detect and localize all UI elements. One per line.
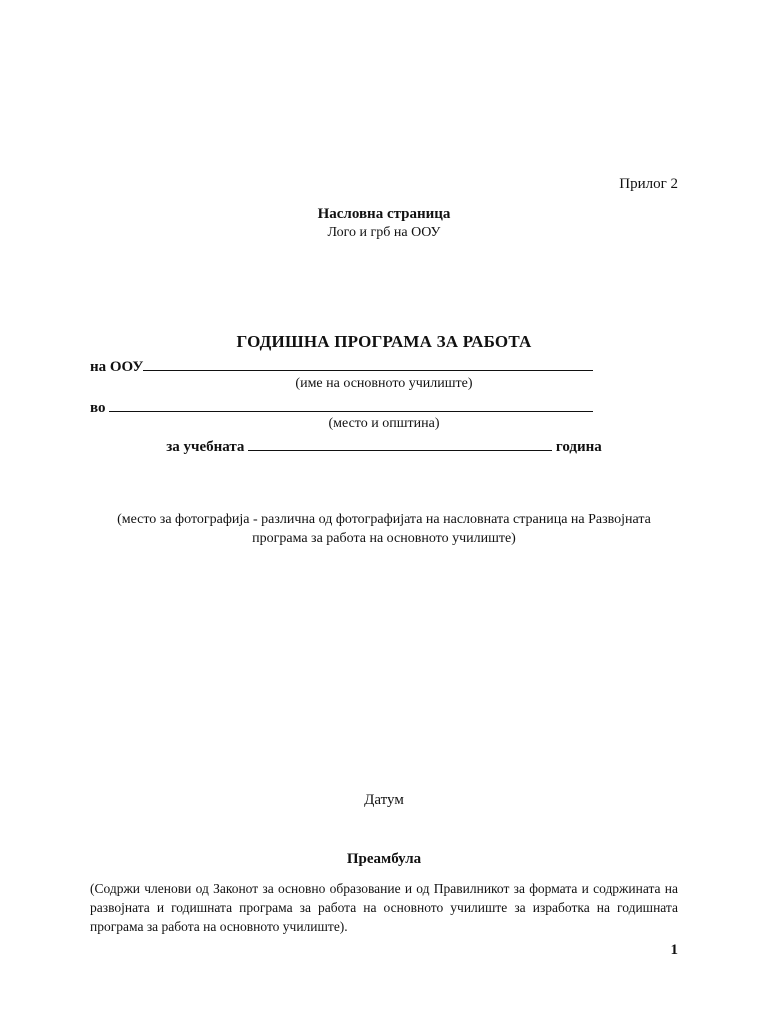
year-suffix: година (555, 439, 602, 455)
place-blank-line (109, 397, 593, 412)
date-label: Датум (364, 792, 404, 808)
year-prefix: за учебната (166, 439, 245, 455)
preamble-heading: Преамбула (346, 851, 422, 867)
school-caption: (име на основното училиште) (295, 376, 473, 391)
photo-placeholder-note: (место за фотографија - различна од фотографијата на насловната страница на Развојната програма за работа на основното училиште) (117, 512, 651, 546)
year-blank-line (248, 436, 552, 451)
school-blank-line (143, 356, 593, 371)
place-line (90, 397, 593, 417)
school-line (90, 356, 593, 376)
page-number: 1 (670, 942, 678, 958)
annex-label: Прилог 2 (619, 176, 678, 192)
title-page-heading: Насловна страница (317, 206, 451, 222)
place-caption: (место и општина) (328, 416, 440, 431)
school-year-line (0, 436, 768, 456)
school-prefix: на ООУ (90, 359, 144, 375)
document-title: ГОДИШНА ПРОГРАМА ЗА РАБОТА (236, 332, 532, 351)
place-prefix: во (90, 400, 106, 416)
preamble-text: (Содржи членови од Законот за основно образование и од Правилникот за формата и содржината на развојната и годишната програма за работа на основното училиште за изработка на годишната програма за работа на основното училиште). (90, 881, 678, 934)
logo-placeholder-text: Лого и грб на ООУ (327, 225, 441, 240)
